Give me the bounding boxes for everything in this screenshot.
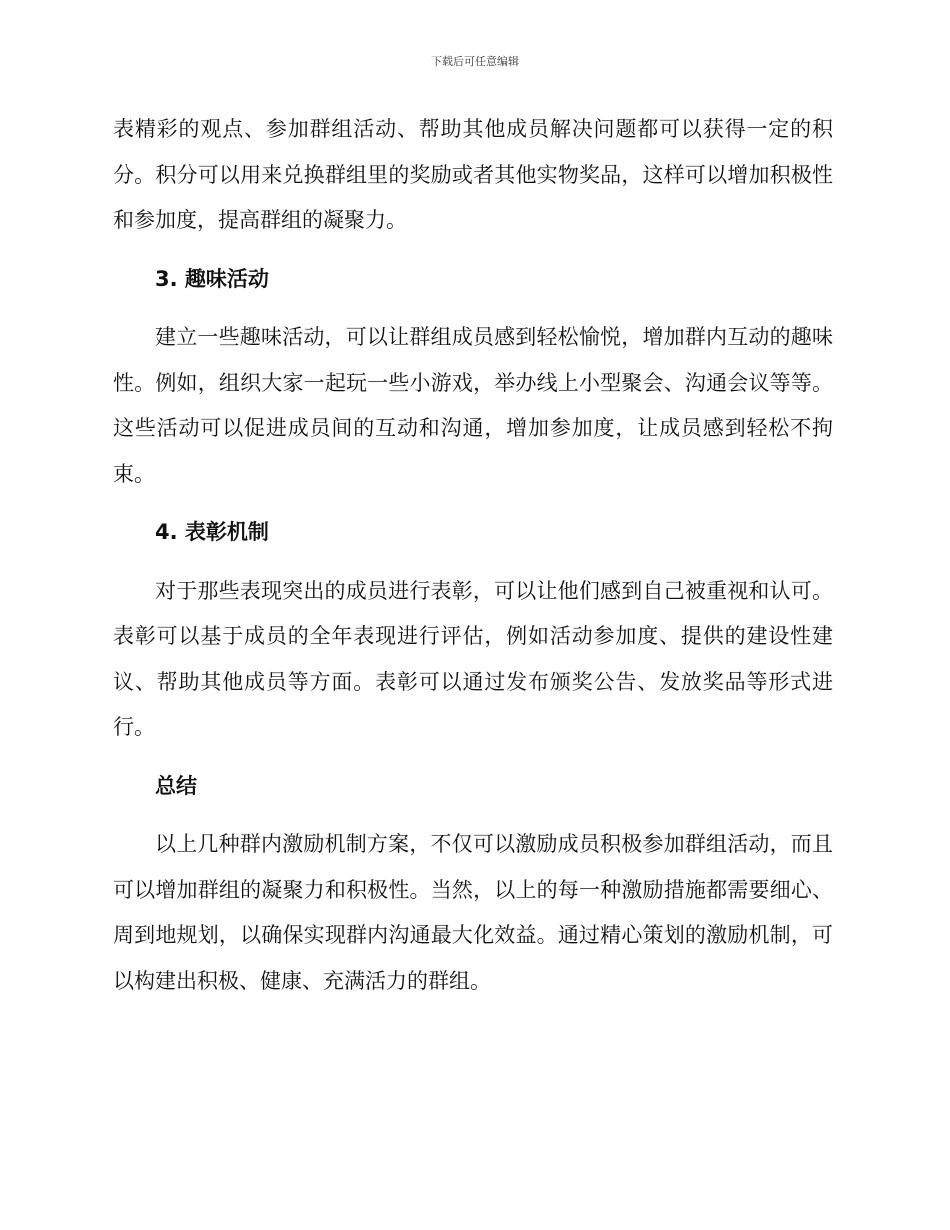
paragraph-summary: 以上几种群内激励机制方案，不仅可以激励成员积极参加群组活动，而且可以增加群组的凝聚力和积极性。当然，以上的每一种激励措施都需要细心、周到地规划，以确保实现群内沟通最大化效益。通过精心策划的激励机制，可以构建出积极、健康、充满活力的群组。 (113, 832, 833, 993)
section-heading-3: 3. 趣味活动 (155, 266, 269, 291)
section-heading-4: 4. 表彰机制 (155, 520, 269, 544)
paragraph-fun-activities: 建立一些趣味活动，可以让群组成员感到轻松愉悦，增加群内互动的趣味性。例如，组织大家一起玩一些小游戏，举办线上小型聚会、沟通会议等等。这些活动可以促进成员间的互动和沟通，增加参加度，让成员感到轻松不拘束。 (113, 325, 833, 486)
section-heading-summary: 总结 (155, 773, 197, 798)
page-header: 下载后可任意编辑 (431, 55, 519, 68)
document-body (113, 107, 833, 1004)
paragraph-recognition: 对于那些表现突出的成员进行表彰，可以让他们感到自己被重视和认可。表彰可以基于成员的全年表现进行评估，例如活动参加度、提供的建设性建议、帮助其他成员等方面。表彰可以通过发布颁奖公告、发放奖品等形式进行。 (113, 578, 833, 739)
paragraph-continued: 表精彩的观点、参加群组活动、帮助其他成员解决问题都可以获得一定的积分。积分可以用来兑换群组里的奖励或者其他实物奖品，这样可以增加积极性和参加度，提高群组的凝聚力。 (113, 117, 833, 232)
